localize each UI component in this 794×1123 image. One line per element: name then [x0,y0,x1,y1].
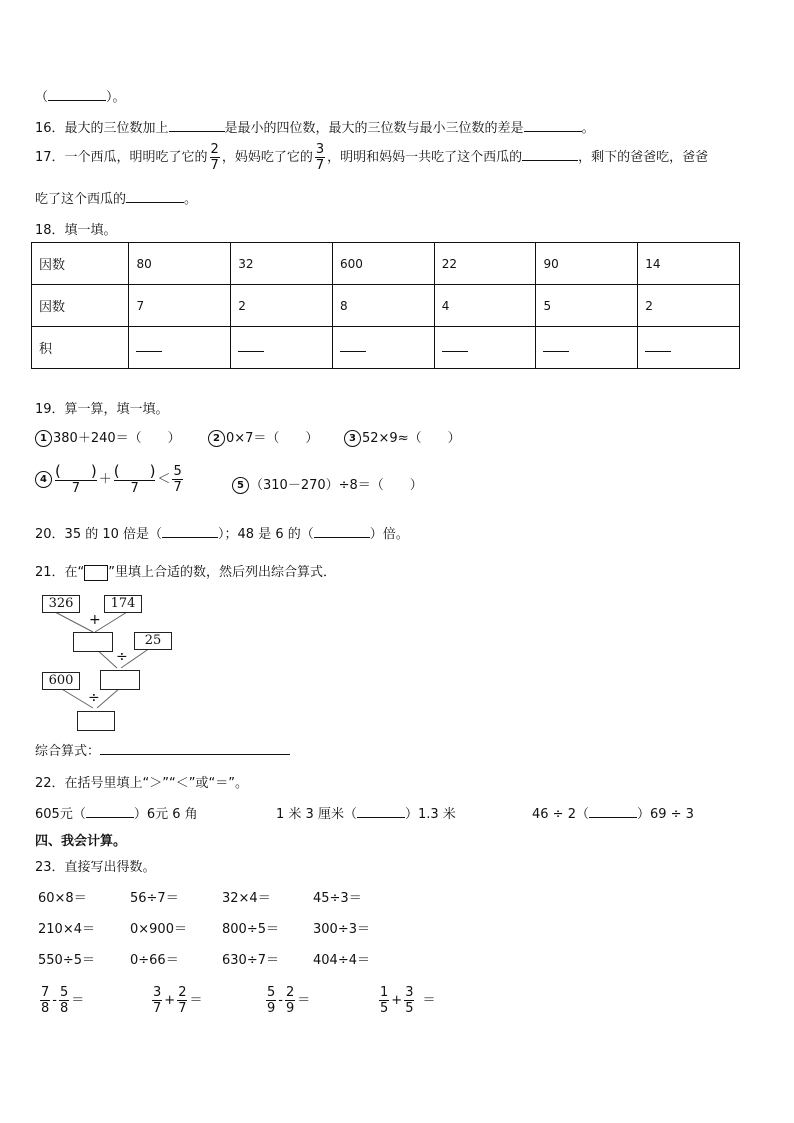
q20-blank-2[interactable] [314,525,370,538]
q21-formula-label: 综合算式： [35,744,101,759]
divide-icon: ÷ [116,649,128,665]
table-cell: 32 [231,243,333,285]
q15-blank[interactable] [48,88,106,101]
table-cell: 4 [434,285,536,327]
q23-frac-expr-1 [38,985,84,1016]
circled-number: 3 [344,430,361,447]
q19-item-1 [35,427,181,447]
q17-mid1: ，妈妈吃了它的 [221,150,313,165]
table-cell: 2 [638,285,740,327]
q22-item-2-left: 1 米 3 厘米（ [276,807,357,822]
q19-item-5-text: （310－270）÷8＝（ ） [250,478,423,493]
fraction: $\frac{1}{5}$ [380,985,389,1016]
table-row [32,285,740,327]
q17-fraction-2 [315,142,325,173]
q23-frac-expr-4 [377,985,435,1016]
q15-open: （ [35,90,49,105]
q22-title: 22．在括号里填上“＞”“＜”或“＝”。 [35,776,248,791]
table-cell: 14 [638,243,740,285]
q18-row3-label: 积 [32,327,129,369]
q22-blank-3[interactable] [589,805,637,818]
q19-item4-fraction-1 [55,462,97,497]
q16-end: 。 [581,121,595,136]
q16-mid: 是最小的四位数，最大的三位数与最小三位数的差是 [224,121,524,136]
product-cell[interactable] [536,327,638,369]
q22-item-1-right: ）6元 6 角 [133,807,198,822]
q17-blank-2[interactable] [126,190,184,203]
q21-formula-blank[interactable] [100,742,290,755]
q22-item-3 [532,803,694,822]
table-cell: 2 [231,285,333,327]
q23-frac-expr-3 [264,985,310,1016]
q23-cell: 630÷7＝ [222,953,279,968]
product-cell[interactable] [434,327,536,369]
table-cell: 8 [332,285,434,327]
q22-item-1-left: 605元（ [35,807,86,822]
q18-row1-label: 因数 [32,243,129,285]
product-cell[interactable] [332,327,434,369]
q17-f2-num: 3 [315,142,325,157]
fraction: $\frac{3}{5}$ [405,985,414,1016]
q19-item4-fraction-3 [172,464,182,495]
q16-blank-1[interactable] [169,119,225,132]
q19-item-5 [232,474,423,494]
diagram-answer-box-1[interactable] [73,632,113,652]
q19-item4-rden: 7 [173,480,182,495]
q16 [35,117,595,136]
q19-item4-den-1: 7 [71,481,80,496]
product-cell[interactable] [129,327,231,369]
q22-item-2 [276,803,456,822]
q20 [35,523,409,542]
q23-cell: 56÷7＝ [130,891,179,906]
q20-part2: ）；48 是 6 的（ [218,527,314,542]
q17-mid2: ，明明和妈妈一共吃了这个西瓜的 [327,150,523,165]
q19-item4-rnum: 5 [173,464,182,479]
q17-f2-den: 7 [315,158,325,173]
q21-title-b: ”里填上合适的数，然后列出综合算式． [108,565,337,580]
operator: - [52,993,57,1008]
plus-icon: + [89,612,101,628]
q20-part1: 20．35 的 10 倍是（ [35,527,163,542]
q23-cell: 32×4＝ [222,891,271,906]
circled-number: 2 [208,430,225,447]
q21-title-a: 21．在“ [35,565,85,580]
q23-cell: 210×4＝ [38,922,95,937]
diagram-box-600: 600 [42,672,80,690]
table-cell: 80 [129,243,231,285]
q20-blank-1[interactable] [162,525,218,538]
product-cell[interactable] [231,327,333,369]
q23-cell: 60×8＝ [38,891,87,906]
q17-f1-den: 7 [210,158,219,173]
table-cell: 600 [332,243,434,285]
circled-number: 1 [35,430,52,447]
q19-item-1-text: 380＋240＝（ ） [53,431,181,446]
q19-title: 19．算一算，填一填。 [35,402,169,417]
q18-table [31,242,740,369]
q17-fraction-1 [210,142,220,173]
fraction: $\frac{3}{7}$ [153,985,162,1016]
q23-cell: 45÷3＝ [313,891,362,906]
fraction: $\frac{2}{7}$ [178,985,187,1016]
q19-item4-blank-2[interactable]: ( ) [113,462,156,480]
q23-title: 23．直接写出得数。 [35,860,156,875]
q23-cell: 0×900＝ [130,922,187,937]
q17-f1-num: 2 [210,142,219,157]
q17-mid3: ，剩下的爸爸吃，爸爸 [578,150,709,165]
q15-tail [35,86,126,105]
q22-blank-1[interactable] [86,805,134,818]
q19-item-2 [208,427,318,447]
q17-line2-text: 吃了这个西瓜的 [35,192,127,207]
operator: + [164,993,176,1008]
q19-item4-den-2: 7 [130,481,139,496]
q19-item-4 [35,462,185,497]
table-row [32,327,740,369]
q23-cell: 800÷5＝ [222,922,279,937]
circled-number: 5 [232,477,249,494]
circled-number: 4 [35,471,52,488]
q17-line-2 [35,188,197,207]
q19-item4-plus: ＋ [98,472,112,487]
table-cell: 22 [434,243,536,285]
fraction: $\frac{7}{8}$ [41,985,50,1016]
fraction: $\frac{2}{9}$ [285,985,295,1016]
table-cell: 90 [536,243,638,285]
q18-title: 18．填一填。 [35,223,117,238]
q19-item4-fraction-2 [114,462,156,497]
q19-item-3-text: 52×9≈（ ） [362,431,461,446]
fraction: $\frac{5}{8}$ [59,985,69,1016]
operator: - [278,993,283,1008]
table-cell: 5 [536,285,638,327]
equals-sign: ＝ [297,993,311,1008]
product-cell[interactable] [638,327,740,369]
fraction: $\frac{5}{9}$ [267,985,276,1016]
divide-icon: ÷ [88,690,100,706]
diagram-box-174: 174 [104,595,142,613]
q22-blank-2[interactable] [357,805,405,818]
q23-cell: 0÷66＝ [130,953,179,968]
q19-item-3 [344,427,461,447]
diagram-box-326: 326 [42,595,80,613]
q23-cell: 550÷5＝ [38,953,95,968]
q19-item4-lt: ＜ [157,472,171,487]
diagram-answer-box-2[interactable] [100,670,140,690]
q23-cell: 404÷4＝ [313,953,370,968]
q23-frac-expr-2 [150,985,202,1016]
q19-item4-blank-1[interactable]: ( ) [55,462,97,480]
empty-box-icon [84,565,108,581]
q23-cell: 300÷3＝ [313,922,370,937]
q15-close: ）。 [106,90,126,105]
q22-item-3-left: 46 ÷ 2（ [532,807,589,822]
q22-item-3-right: ）69 ÷ 3 [636,807,694,822]
q17-line-1 [35,142,708,173]
q21-title [35,561,336,581]
section-heading: 四、我会计算。 [35,834,127,849]
q18-row2-label: 因数 [32,285,129,327]
q20-part3: ）倍。 [369,527,409,542]
q16-blank-2[interactable] [524,119,582,132]
operator: + [391,993,403,1008]
q17-blank-1[interactable] [522,148,578,161]
diagram-answer-box-3[interactable] [77,711,115,731]
table-cell: 7 [129,285,231,327]
equals-sign: ＝ [422,993,436,1008]
q21-formula [35,740,290,759]
table-row [32,243,740,285]
equals-sign: ＝ [189,993,203,1008]
q17-prefix: 17．一个西瓜，明明吃了它的 [35,150,208,165]
q17-end: 。 [184,192,198,207]
q19-item-2-text: 0×7＝（ ） [226,431,319,446]
q22-item-2-right: ）1.3 米 [404,807,456,822]
q16-prefix: 16．最大的三位数加上 [35,121,169,136]
diagram-box-25: 25 [134,632,172,650]
q22-item-1 [35,803,198,822]
equals-sign: ＝ [71,993,85,1008]
